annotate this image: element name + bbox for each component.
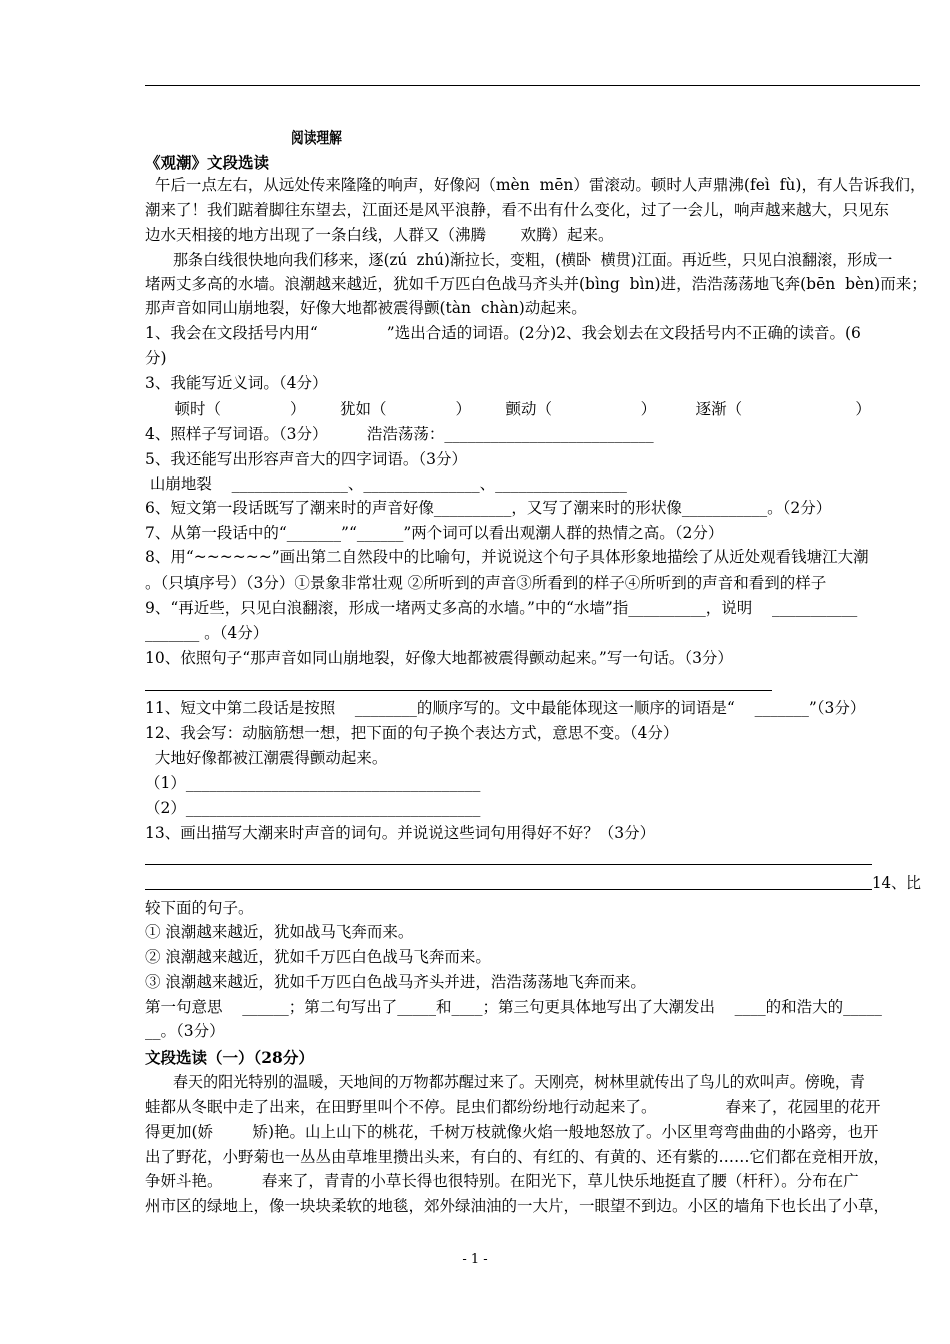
section-title-passage-one: 文段选读（一）（28分） bbox=[145, 1048, 314, 1067]
question-line: 3、我能写近义词。（4分） bbox=[145, 374, 328, 392]
question-line: 第一句意思 ______；第二句写出了_____和____；第三句更具体地写出了大潮发出 ____的和浩大的_____ bbox=[145, 998, 882, 1016]
question-line: （1）______________________________________ bbox=[145, 774, 481, 792]
question-line: 6、短文第一段话既写了潮来时的声音好像__________，又写了潮来时的形状像___________。（2分） bbox=[145, 499, 832, 517]
question-line: 4、照样子写词语。（3分） 浩浩荡荡：___________________________ bbox=[145, 425, 654, 443]
question-line: 7、从第一段话中的“_______”“______”两个词可以看出观潮人群的热情之高。（2分） bbox=[145, 524, 724, 542]
question-line: 12、我会写：动脑筋想一想，把下面的句子换个表达方式，意思不变。（4分） bbox=[145, 724, 679, 742]
text-line: 得更加(娇 矫)艳。山上山下的桃花，千树万枝就像火焰一般地怒放了。小区里弯弯曲曲的小路旁，也开 bbox=[145, 1123, 879, 1141]
answer-line bbox=[145, 864, 872, 865]
question-line: 山崩地裂 _______________、_______________、_________________ bbox=[145, 475, 627, 493]
text-line: 那声音如同山崩地裂，好像大地都被震得颤(tàn chàn)动起来。 bbox=[145, 299, 587, 317]
text-line: 堵两丈多高的水墙。浪潮越来越近，犹如千万匹白色战马齐头并(bìng bìn)进，浩浩荡荡地飞奔(bēn bèn)而来； bbox=[145, 275, 927, 293]
text-line: 春天的阳光特别的温暖，天地间的万物都苏醒过来了。天刚亮，树林里就传出了鸟儿的欢叫声。傍晚，青 bbox=[173, 1073, 865, 1091]
text-line: 午后一点左右，从远处传来隆隆的响声，好像闷（mèn mēn）雷滚动。顿时人声鼎沸(feì fù)，有人告诉我们， bbox=[145, 176, 926, 194]
text-line: 出了野花，小野菊也一丛丛由草堆里攒出头来，有白的、有红的、有黄的、还有紫的……它们都在竞相开放， bbox=[145, 1148, 890, 1166]
question-line: ③ 浪潮越来越近，犹如千万匹白色战马齐头并进，浩浩荡荡地飞奔而来。 bbox=[145, 973, 646, 991]
question-line: _______ 。（4分） bbox=[145, 624, 269, 642]
question-line: 9、“再近些，只见白浪翻滚，形成一堵两丈多高的水墙。”中的“水墙”指__________，说明 ___________ bbox=[145, 599, 858, 617]
question-line: （2）______________________________________ bbox=[145, 799, 481, 817]
question-line: 8、用“~~~~~~”画出第二自然段中的比喻句，并说说这个句子具体形象地描绘了从近处观看钱塘江大潮 bbox=[145, 548, 869, 566]
page-title: 阅读理解 bbox=[291, 128, 342, 147]
question-line: ① 浪潮越来越近，犹如战马飞奔而来。 bbox=[145, 923, 414, 941]
question-line: 10、依照句子“那声音如同山崩地裂，好像大地都被震得颤动起来。”写一句话。（3分） bbox=[145, 649, 733, 667]
text-line: 潮来了！我们踮着脚往东望去，江面还是风平浪静，看不出有什么变化，过了一会儿，响声越来越大，只见东 bbox=[145, 201, 890, 219]
page-number: - 1 - bbox=[462, 1252, 488, 1267]
question-line: __。（3分） bbox=[145, 1022, 225, 1040]
question-line: ② 浪潮越来越近，犹如千万匹白色战马飞奔而来。 bbox=[145, 948, 491, 966]
section-title-guanchao: 《观潮》文段选读 bbox=[145, 153, 270, 172]
question-line: 较下面的句子。 bbox=[145, 899, 254, 917]
question-line: 11、短文中第二段话是按照 ________的顺序写的。文中最能体现这一顺序的词语是“ _______”（3分） bbox=[145, 699, 866, 717]
text-line: 争妍斗艳。 春来了，青青的小草长得也很特别。在阳光下，草儿快乐地挺直了腰（杆秆）。分布在广 bbox=[145, 1172, 859, 1190]
text-line: 州市区的绿地上，像一块块柔软的地毯，郊外绿油油的一大片，一眼望不到边。小区的墙角下也长出了小草， bbox=[145, 1197, 890, 1215]
text-line: 蛙都从冬眠中走了出来，在田野里叫个不停。昆虫们都纷纷地行动起来了。 春来了，花园里的花开 bbox=[145, 1098, 881, 1116]
answer-line bbox=[145, 889, 872, 890]
question-line: 1、我会在文段括号内用“ ”选出合适的词语。(2分)2、我会划去在文段括号内不正确的读音。(6 bbox=[145, 324, 861, 342]
text-line: 边水天相接的地方出现了一条白线，人群又（沸腾 欢腾）起来。 bbox=[145, 226, 614, 244]
question-line: 顿时（ ） 犹如（ ） 颤动（ ） 逐渐（ ） bbox=[145, 400, 871, 418]
text-line: 那条白线很快地向我们移来，逐(zú zhú)渐拉长，变粗，(横卧 横贯)江面。再近些，只见白浪翻滚，形成一 bbox=[173, 251, 893, 269]
answer-line bbox=[145, 690, 772, 691]
header-rule bbox=[145, 85, 920, 86]
question-line: 5、我还能写出形容声音大的四字词语。（3分） bbox=[145, 450, 467, 468]
question-line: 。（只填序号）（3分）①景象非常壮观 ②所听到的声音③所看到的样子④所听到的声音和看到的样子 bbox=[145, 574, 827, 592]
question-line: 13、画出描写大潮来时声音的词句。并说说这些词句用得好不好？（3分） bbox=[145, 824, 656, 842]
question-line: 分) bbox=[145, 349, 167, 367]
question-line: 14、比 bbox=[872, 874, 922, 892]
question-line: 大地好像都被江潮震得颤动起来。 bbox=[145, 749, 388, 767]
